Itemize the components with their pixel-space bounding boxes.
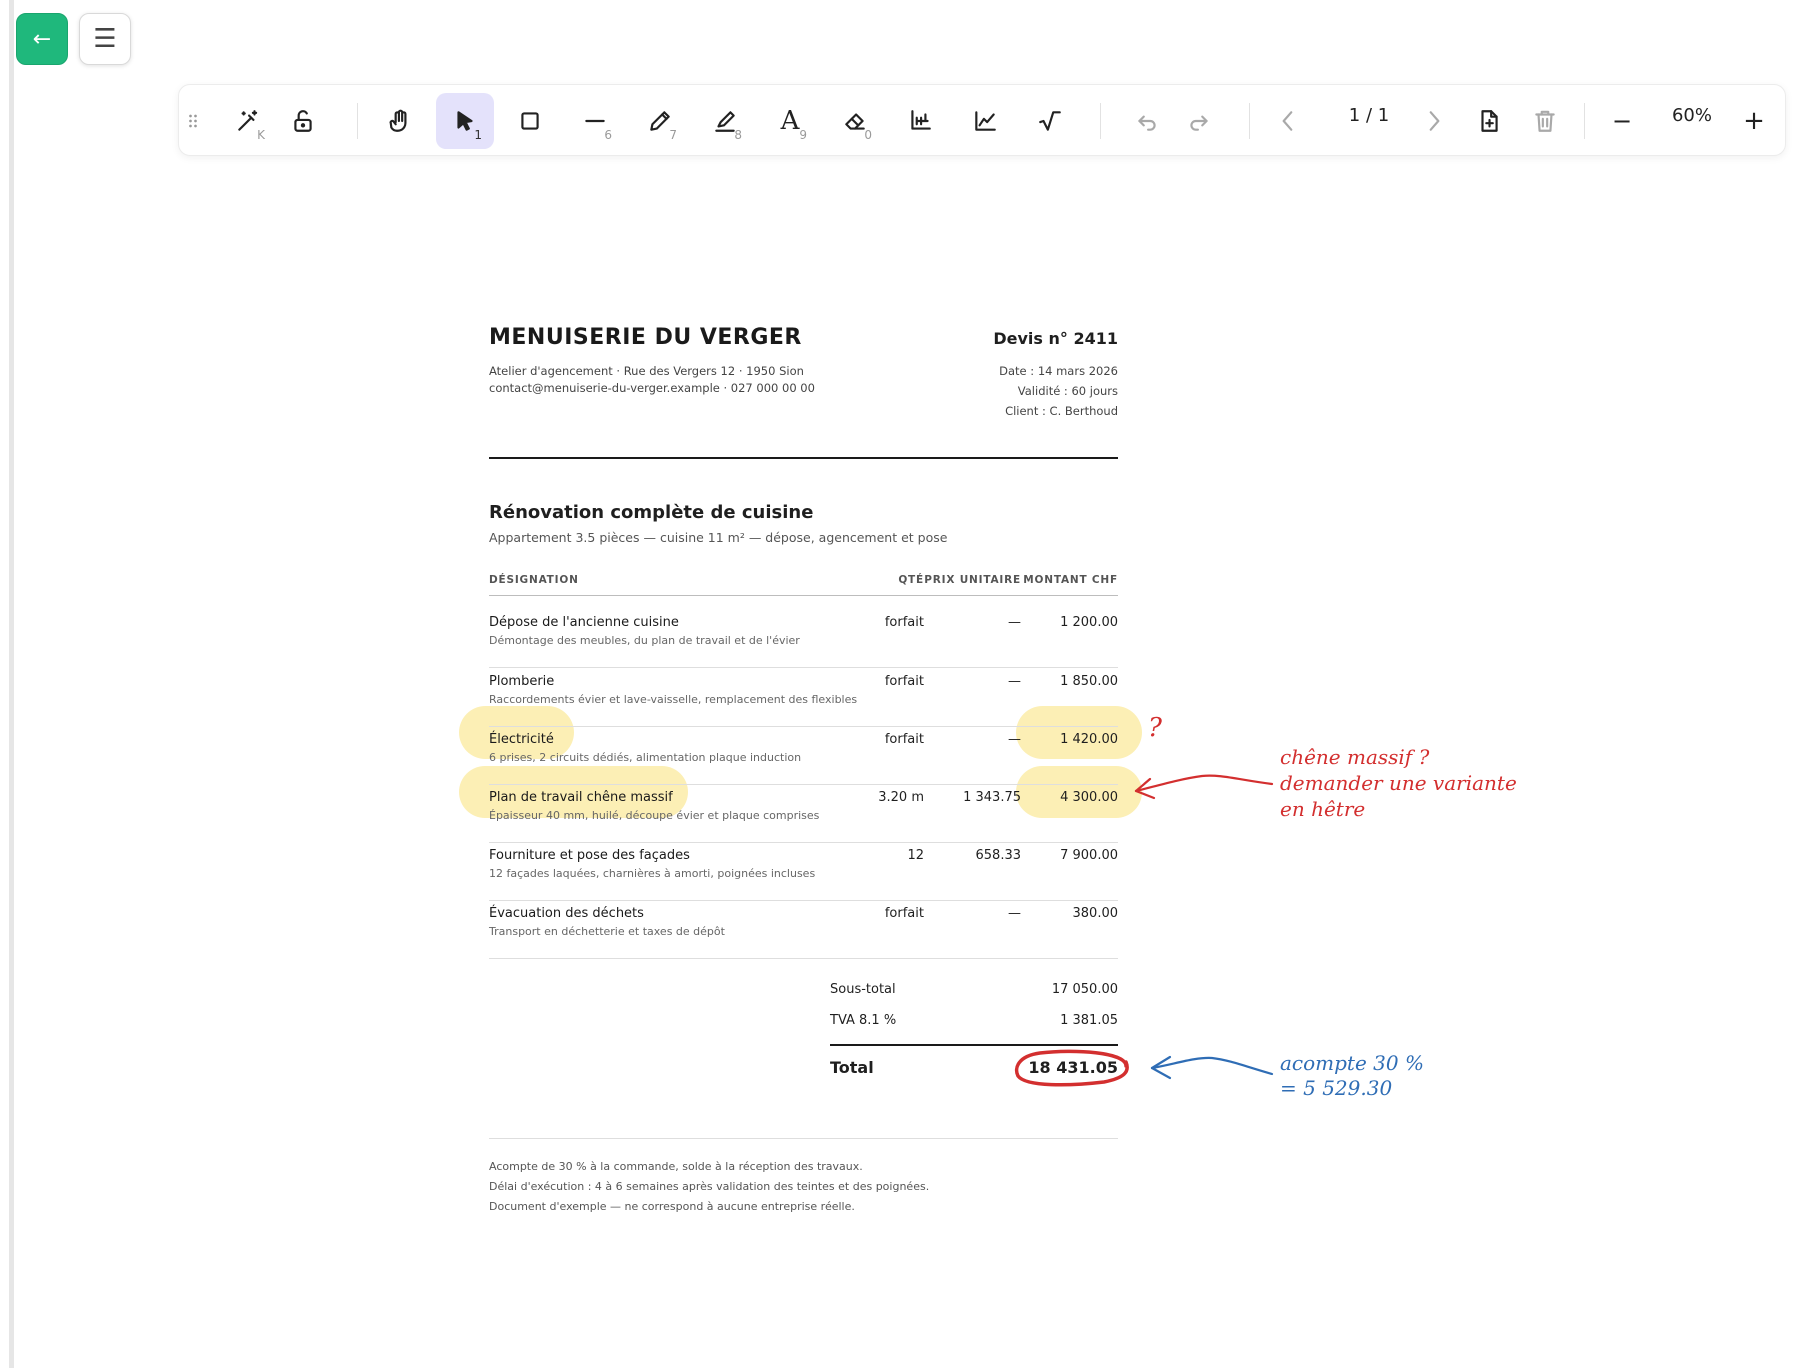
red-arrow-line bbox=[1136, 776, 1272, 791]
footer-line: Délai d'exécution : 4 à 6 semaines après validation des teintes et des poignées. bbox=[489, 1180, 930, 1193]
row-unit-price: 1 343.75 bbox=[963, 790, 1021, 805]
row-qty: forfait bbox=[884, 674, 924, 689]
axis-grid-icon bbox=[907, 108, 933, 134]
previous-page-button[interactable] bbox=[1263, 93, 1313, 149]
text-icon: A bbox=[780, 106, 800, 136]
next-page-button[interactable] bbox=[1409, 93, 1459, 149]
toolbar-separator bbox=[1584, 103, 1585, 139]
row-detail: 6 prises, 2 circuits dédiés, alimentation plaque induction bbox=[489, 751, 802, 764]
zoom-in-button[interactable] bbox=[1729, 93, 1779, 149]
row-unit-price: — bbox=[1008, 615, 1021, 630]
pencil-tool-button[interactable] bbox=[631, 93, 689, 149]
hotkey-label: 0 bbox=[864, 128, 872, 142]
highlighter-tool-button[interactable] bbox=[696, 93, 754, 149]
annotation-question-mark: ? bbox=[1148, 713, 1162, 743]
toolbar-separator bbox=[1100, 103, 1101, 139]
formula-tool-button[interactable] bbox=[1021, 93, 1079, 149]
section-subtitle: Appartement 3.5 pièces — cuisine 11 m² — dépose, agencement et pose bbox=[489, 530, 948, 545]
row-qty: forfait bbox=[884, 906, 924, 921]
blue-arrow-head bbox=[1152, 1057, 1170, 1078]
grip-icon bbox=[183, 111, 203, 131]
row-qty: forfait bbox=[884, 615, 924, 630]
company-address: Atelier d'agencement · Rue des Vergers 12 · 1950 Sion bbox=[489, 364, 804, 378]
quote-date: Date : 14 mars 2026 bbox=[999, 364, 1118, 378]
footer-line: Document d'exemple — ne correspond à aucune entreprise réelle. bbox=[489, 1200, 855, 1213]
footer-line: Acompte de 30 % à la commande, solde à la réception des travaux. bbox=[489, 1160, 863, 1173]
column-header-designation: DÉSIGNATION bbox=[489, 574, 579, 586]
arrow-left-icon: ← bbox=[32, 26, 52, 52]
row-qty: 3.20 m bbox=[878, 790, 924, 805]
row-designation: Dépose de l'ancienne cuisine bbox=[489, 615, 679, 630]
hotkey-label: 9 bbox=[799, 128, 807, 142]
undo-button[interactable] bbox=[1122, 93, 1172, 149]
chevron-right-icon bbox=[1421, 108, 1447, 134]
company-contact: contact@menuiserie-du-verger.example · 027 000 00 00 bbox=[489, 381, 815, 395]
row-unit-price: — bbox=[1008, 674, 1021, 689]
row-designation: Plan de travail chêne massif bbox=[489, 790, 673, 805]
row-qty: 12 bbox=[907, 848, 924, 863]
line-chart-icon bbox=[972, 108, 998, 134]
quote-validity: Validité : 60 jours bbox=[1017, 384, 1118, 398]
table-row bbox=[489, 900, 1118, 959]
hotkey-label: 8 bbox=[734, 128, 742, 142]
subtotal-label: Sous-total bbox=[830, 982, 896, 997]
page-indicator: 1 / 1 bbox=[1348, 105, 1390, 126]
row-qty: forfait bbox=[884, 732, 924, 747]
magic-tool-button[interactable] bbox=[219, 93, 277, 149]
trash-icon bbox=[1532, 108, 1558, 134]
annotation-note-blue: = 5 529.30 bbox=[1280, 1076, 1393, 1100]
header-divider bbox=[489, 457, 1118, 459]
drag-handle[interactable] bbox=[181, 93, 205, 149]
hotkey-label: 7 bbox=[669, 128, 677, 142]
menu-button[interactable] bbox=[79, 13, 131, 65]
left-edge-bar bbox=[9, 0, 14, 1368]
table-row bbox=[489, 609, 1118, 668]
row-unit-price: — bbox=[1008, 906, 1021, 921]
section-title: Rénovation complète de cuisine bbox=[489, 502, 814, 523]
column-header-unit-price: PRIX UNITAIRE bbox=[924, 574, 1021, 586]
row-amount: 1 850.00 bbox=[1060, 674, 1118, 689]
row-unit-price: — bbox=[1008, 732, 1021, 747]
eraser-tool-button[interactable] bbox=[826, 93, 884, 149]
undo-icon bbox=[1134, 108, 1160, 134]
table-row bbox=[489, 784, 1118, 843]
zoom-level[interactable]: 60% bbox=[1671, 105, 1712, 126]
row-amount: 1 420.00 bbox=[1060, 732, 1118, 747]
hotkey-label: 6 bbox=[604, 128, 612, 142]
table-chart-tool-button[interactable] bbox=[891, 93, 949, 149]
total-value: 18 431.05 bbox=[1028, 1058, 1118, 1077]
quote-client: Client : C. Berthoud bbox=[1005, 404, 1118, 418]
minus-icon: − bbox=[1611, 107, 1633, 135]
lock-button[interactable] bbox=[274, 93, 332, 149]
toolbar-separator bbox=[357, 103, 358, 139]
text-tool-button[interactable] bbox=[761, 93, 819, 149]
column-header-qty: QTÉ bbox=[898, 574, 924, 586]
row-amount: 380.00 bbox=[1072, 906, 1118, 921]
row-unit-price: 658.33 bbox=[975, 848, 1021, 863]
add-page-button[interactable] bbox=[1464, 93, 1514, 149]
delete-page-button[interactable] bbox=[1520, 93, 1570, 149]
table-row bbox=[489, 842, 1118, 901]
row-detail: Épaisseur 40 mm, huilé, découpe évier et plaque comprises bbox=[489, 809, 820, 822]
row-designation: Fourniture et pose des façades bbox=[489, 848, 690, 863]
row-detail: Démontage des meubles, du plan de travail et de l'évier bbox=[489, 634, 800, 647]
footer-divider bbox=[489, 1138, 1118, 1139]
square-root-icon bbox=[1037, 108, 1063, 134]
row-detail: 12 façades laquées, charnières à amorti, poignées incluses bbox=[489, 867, 816, 880]
hotkey-label: 1 bbox=[474, 128, 482, 142]
zoom-out-button[interactable] bbox=[1597, 93, 1647, 149]
back-button[interactable] bbox=[16, 13, 68, 65]
vat-label: TVA 8.1 % bbox=[830, 1013, 897, 1028]
row-detail: Raccordements évier et lave-vaisselle, remplacement des flexibles bbox=[489, 693, 858, 706]
table-row bbox=[489, 668, 1118, 727]
annotation-note-red: demander une variante bbox=[1280, 771, 1517, 795]
hand-icon bbox=[387, 108, 413, 134]
table-header-divider bbox=[489, 595, 1118, 596]
toolbar-separator bbox=[1249, 103, 1250, 139]
row-amount: 4 300.00 bbox=[1060, 790, 1118, 805]
blue-arrow-line bbox=[1152, 1058, 1272, 1074]
total-label: Total bbox=[830, 1058, 874, 1077]
annotation-note-blue: acompte 30 % bbox=[1280, 1051, 1424, 1075]
total-divider bbox=[830, 1044, 1118, 1046]
row-detail: Transport en déchetterie et taxes de dépôt bbox=[489, 925, 725, 938]
annotation-note-red: en hêtre bbox=[1280, 797, 1366, 821]
quote-number: Devis n° 2411 bbox=[993, 329, 1118, 348]
rectangle-tool-button[interactable] bbox=[501, 93, 559, 149]
rectangle-icon bbox=[517, 108, 543, 134]
toolbar bbox=[178, 84, 1786, 156]
row-designation: Évacuation des déchets bbox=[489, 906, 644, 921]
select-tool-button[interactable] bbox=[436, 93, 494, 149]
unlock-icon bbox=[290, 108, 316, 134]
table-row bbox=[489, 726, 1118, 785]
subtotal-value: 17 050.00 bbox=[1051, 982, 1118, 997]
row-designation: Électricité bbox=[489, 732, 554, 747]
annotation-note-red: chêne massif ? bbox=[1280, 745, 1430, 769]
row-amount: 7 900.00 bbox=[1060, 848, 1118, 863]
row-designation: Plomberie bbox=[489, 674, 555, 689]
redo-button[interactable] bbox=[1174, 93, 1224, 149]
column-header-amount: MONTANT CHF bbox=[1023, 574, 1118, 586]
file-plus-icon bbox=[1476, 108, 1502, 134]
vat-value: 1 381.05 bbox=[1060, 1013, 1118, 1028]
hotkey-label: K bbox=[257, 128, 265, 142]
company-name: MENUISERIE DU VERGER bbox=[489, 325, 802, 350]
hamburger-icon: ☰ bbox=[93, 24, 117, 54]
row-amount: 1 200.00 bbox=[1060, 615, 1118, 630]
chart-tool-button[interactable] bbox=[956, 93, 1014, 149]
redo-icon bbox=[1186, 108, 1212, 134]
hand-tool-button[interactable] bbox=[371, 93, 429, 149]
chevron-left-icon bbox=[1275, 108, 1301, 134]
line-tool-button[interactable] bbox=[566, 93, 624, 149]
plus-icon: + bbox=[1743, 106, 1765, 136]
